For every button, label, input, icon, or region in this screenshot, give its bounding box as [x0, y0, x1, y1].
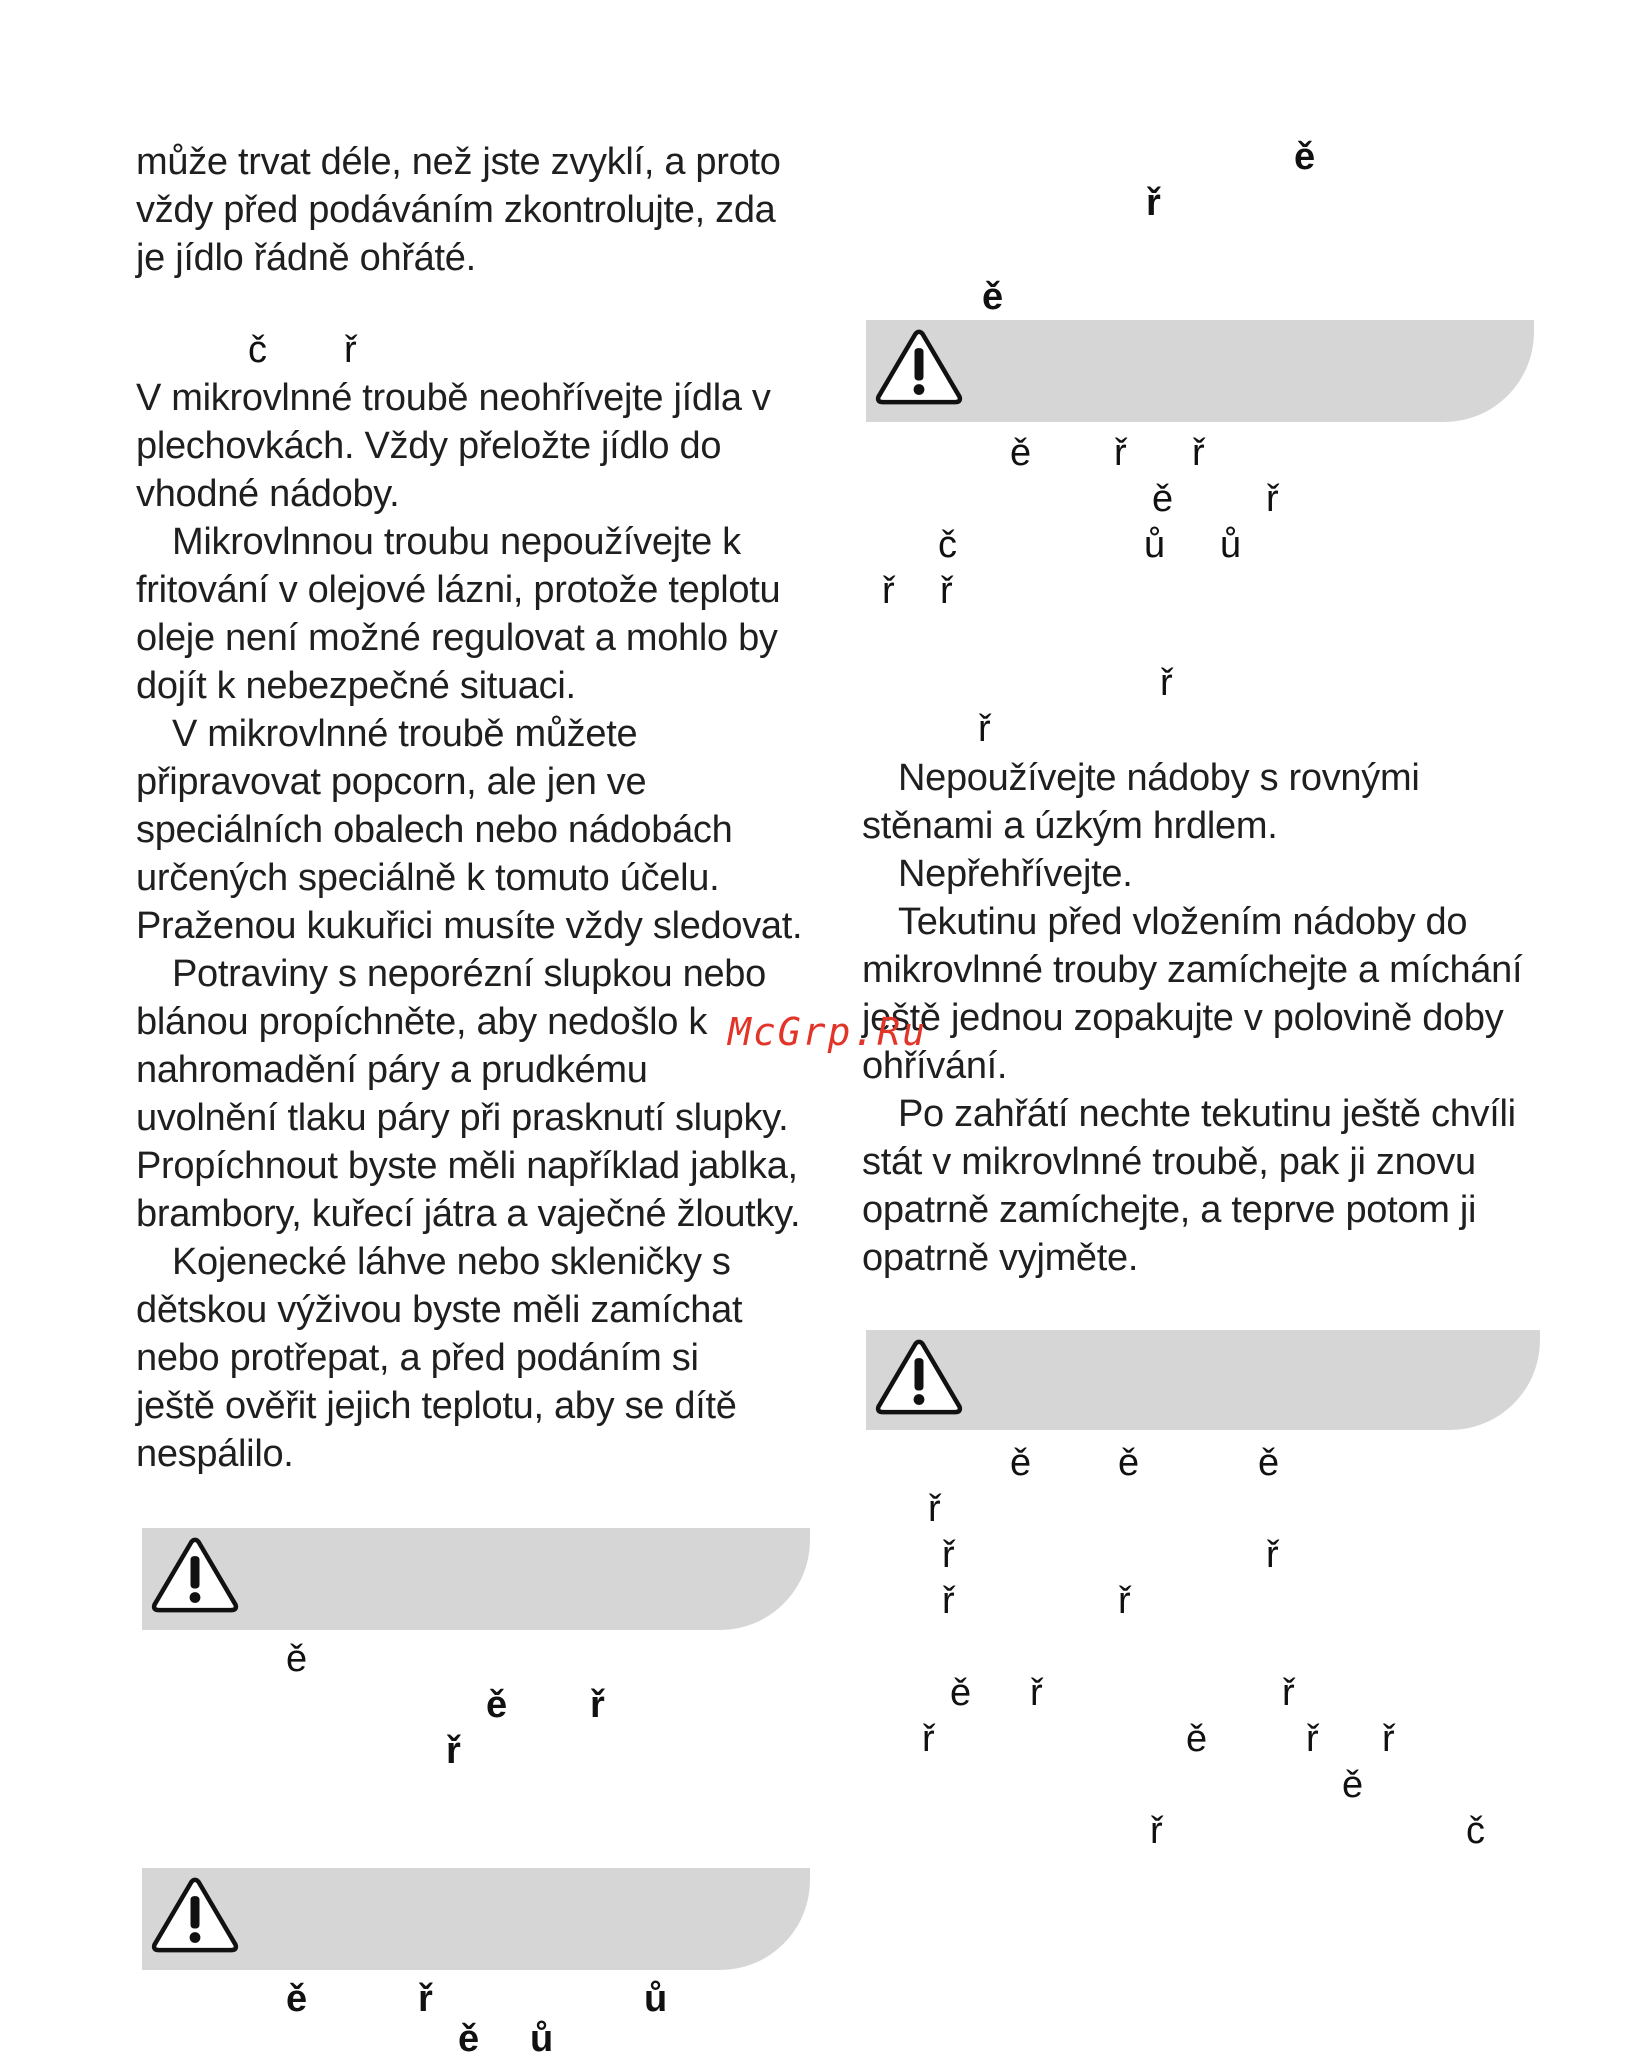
glyph: ě — [950, 1672, 972, 1714]
glyph: č — [938, 524, 957, 566]
glyph: ě — [1294, 136, 1316, 178]
heading-glyph: ř — [344, 329, 357, 371]
paragraph-peel — [136, 950, 802, 1238]
warning-banner — [866, 1330, 1540, 1430]
glyph: ř — [882, 570, 895, 612]
glyph: č — [1466, 1810, 1485, 1852]
glyph: ř — [1146, 182, 1161, 224]
text-line: nahromadění páry a prudkému — [136, 1049, 648, 1091]
text-line: mikrovlnné trouby zamíchejte a míchání — [862, 949, 1523, 991]
warning-text — [136, 1636, 836, 1776]
warning-text — [136, 1976, 836, 2060]
text-line: stěnami a úzkým hrdlem. — [862, 805, 1278, 847]
text-line: fritování v olejové lázni, protože teplotu — [136, 569, 781, 611]
text-line: stát v mikrovlnné troubě, pak ji znovu — [862, 1141, 1476, 1183]
warning-banner — [142, 1868, 810, 1970]
text-line: je jídlo řádně ohřáté. — [136, 237, 476, 279]
glyph: ř — [1306, 1718, 1319, 1760]
glyph: ř — [928, 1488, 941, 1530]
paragraph-after-heating — [862, 1090, 1522, 1282]
glyph: ě — [1118, 1442, 1140, 1484]
text-line: nebo protřepat, a před podáním si — [136, 1337, 699, 1379]
glyph: ř — [1382, 1718, 1395, 1760]
glyph: ř — [418, 1978, 433, 2020]
glyph: ě — [982, 276, 1004, 318]
text-line: ohřívání. — [862, 1045, 1008, 1087]
text-line: Po zahřátí nechte tekutinu ještě chvíli — [898, 1093, 1516, 1135]
text-line: plechovkách. Vždy přeložte jídlo do — [136, 425, 722, 467]
paragraph-containers — [862, 754, 1522, 850]
glyph: ě — [486, 1684, 508, 1726]
text-line: může trvat déle, než jste zvyklí, a proto — [136, 141, 781, 183]
glyph: ř — [1030, 1672, 1043, 1714]
paragraph-stir — [862, 898, 1522, 1090]
text-line: dojít k nebezpečné situaci. — [136, 665, 576, 707]
warning-banner — [866, 320, 1534, 422]
glyph: ů — [530, 2018, 554, 2060]
glyph: ř — [942, 1534, 955, 1576]
watermark: McGrp.Ru — [728, 1010, 928, 1054]
glyph: ř — [446, 1730, 461, 1772]
glyph: ě — [1152, 478, 1174, 520]
glyph: ř — [1192, 432, 1205, 474]
warning-text — [862, 1440, 1562, 1860]
body-text-block — [862, 754, 1522, 1282]
glyph: ě — [1258, 1442, 1280, 1484]
text-line: opatrně zamíchejte, a teprve potom ji — [862, 1189, 1477, 1231]
glyph: ř — [1266, 1534, 1279, 1576]
glyph: ů — [1220, 524, 1242, 566]
paragraph-popcorn — [136, 710, 802, 950]
text-line: blánou propíchněte, aby nedošlo k — [136, 1001, 708, 1043]
glyph: ř — [1150, 1810, 1163, 1852]
body-text-block — [136, 374, 802, 1478]
glyph: ě — [286, 1978, 308, 2020]
text-line: Tekutinu před vložením nádoby do — [898, 901, 1468, 943]
text-line: oleje není možné regulovat a mohlo by — [136, 617, 778, 659]
text-line: Propíchnout byste měli například jablka, — [136, 1145, 798, 1187]
text-line: uvolnění tlaku páry při prasknutí slupky. — [136, 1097, 789, 1139]
glyph: ě — [1010, 1442, 1032, 1484]
text-line: nespálilo. — [136, 1433, 294, 1475]
glyph: ů — [1144, 524, 1166, 566]
glyph: ř — [1114, 432, 1127, 474]
text-line: V mikrovlnné troubě můžete — [172, 713, 638, 755]
text-line: ještě jednou zopakujte v polovině doby — [862, 997, 1504, 1039]
glyph: ř — [978, 708, 991, 750]
text-line: opatrně vyjměte. — [862, 1237, 1139, 1279]
paragraph-frying — [136, 518, 802, 710]
text-line: ještě ověřit jejich teplotu, aby se dítě — [136, 1385, 737, 1427]
warning-text — [862, 430, 1562, 750]
glyph: ů — [644, 1978, 668, 2020]
paragraph-baby-bottles — [136, 1238, 802, 1478]
text-line: Potraviny s neporézní slupkou nebo — [172, 953, 766, 995]
paragraph-cans — [136, 374, 802, 518]
heading-glyph: č — [248, 329, 267, 371]
top-fragment — [862, 134, 1562, 318]
glyph: ř — [940, 570, 953, 612]
warning-icon — [150, 1874, 240, 1956]
glyph: ř — [1282, 1672, 1295, 1714]
glyph: ř — [942, 1580, 955, 1622]
text-line: Nepoužívejte nádoby s rovnými — [898, 757, 1420, 799]
glyph: ě — [286, 1638, 308, 1680]
text-line: určených speciálně k tomuto účelu. — [136, 857, 720, 899]
text-line: speciálních obalech nebo nádobách — [136, 809, 733, 851]
warning-icon — [150, 1534, 240, 1616]
text-line: Mikrovlnnou troubu nepoužívejte k — [172, 521, 741, 563]
glyph: ř — [922, 1718, 935, 1760]
text-line: V mikrovlnné troubě neohřívejte jídla v — [136, 377, 771, 419]
glyph: ě — [458, 2018, 480, 2060]
warning-banner — [142, 1528, 810, 1630]
text-line: připravovat popcorn, ale jen ve — [136, 761, 647, 803]
text-line: brambory, kuřecí játra a vaječné žloutky. — [136, 1193, 801, 1235]
warning-icon — [874, 1336, 964, 1418]
text-line: Kojenecké láhve nebo skleničky s — [172, 1241, 731, 1283]
glyph: ř — [590, 1684, 605, 1726]
glyph: ř — [1266, 478, 1279, 520]
glyph: ř — [1160, 662, 1173, 704]
text-line: vhodné nádoby. — [136, 473, 400, 515]
text-line: Nepřehřívejte. — [898, 853, 1133, 895]
glyph: ě — [1342, 1764, 1364, 1806]
glyph: ě — [1186, 1718, 1208, 1760]
intro-paragraph — [136, 138, 781, 282]
glyph: ř — [1118, 1580, 1131, 1622]
text-line: dětskou výživou byste měli zamíchat — [136, 1289, 743, 1331]
text-line: Praženou kukuřici musíte vždy sledovat. — [136, 905, 803, 947]
text-line: vždy před podáváním zkontrolujte, zda — [136, 189, 776, 231]
glyph: ě — [1010, 432, 1032, 474]
warning-icon — [874, 326, 964, 408]
paragraph-overheat — [862, 850, 1522, 898]
